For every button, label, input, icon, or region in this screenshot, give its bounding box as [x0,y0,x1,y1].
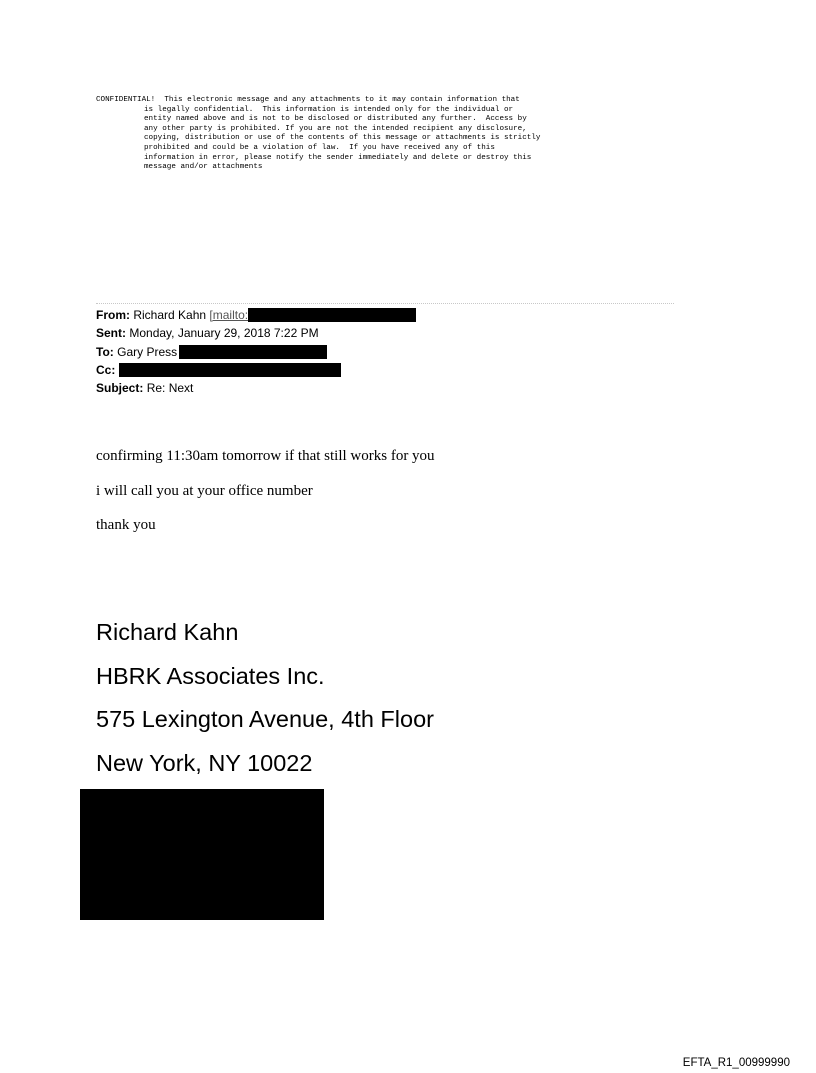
message-body [96,446,435,550]
body-line: confirming 11:30am tomorrow if that still works for you [96,448,435,464]
header-divider [96,303,674,304]
body-line: thank you [96,517,156,533]
confidentiality-line: message and/or attachments [144,163,263,172]
signature-company: HBRK Associates Inc. [96,662,325,689]
redaction-block [248,308,416,322]
to-label: To: [96,344,114,359]
sent-value: Monday, January 29, 2018 7:22 PM [129,326,319,341]
redaction-block [80,789,324,920]
confidentiality-line: CONFIDENTIAL! This electronic message and any attachments to it may contain information that [96,96,520,104]
confidentiality-line: prohibited and could be a violation of law. If you have received any of this [144,143,495,152]
signature-block [96,616,434,790]
signature-address: 575 Lexington Avenue, 4th Floor [96,706,434,732]
body-line: i will call you at your office number [96,482,313,499]
sent-label: Sent: [96,326,126,341]
mailto-link[interactable]: [mailto: [209,308,249,322]
sent-row [96,324,416,342]
subject-label: Subject: [96,381,144,396]
confidentiality-line: copying, distribution or use of the contents of this message or attachments is strictly [144,134,541,143]
to-value: Gary Press [117,344,178,359]
confidentiality-line: any other party is prohibited. If you are not the intended recipient any disclosure, [144,124,527,133]
confidentiality-line: is legally confidential. This information is intended only for the individual or [144,105,514,114]
signature-city: New York, NY 10022 [96,749,313,776]
signature-name: Richard Kahn [96,619,239,645]
cc-label: Cc: [96,362,116,377]
document-id: EFTA_R1_00999990 [682,1057,790,1069]
email-header [96,306,416,397]
redaction-block [179,345,327,359]
from-value: Richard Kahn [133,308,207,322]
to-row [96,343,416,361]
confidentiality-notice [96,96,696,173]
subject-row [96,379,416,397]
from-row [96,306,416,324]
cc-row [96,361,416,379]
confidentiality-line: information in error, please notify the sender immediately and delete or destroy this [144,153,532,162]
redaction-block [119,363,341,377]
subject-value: Re: Next [146,381,194,396]
from-label: From: [96,308,130,322]
confidentiality-line: entity named above and is not to be disclosed or distributed any further. Access by [144,115,527,124]
